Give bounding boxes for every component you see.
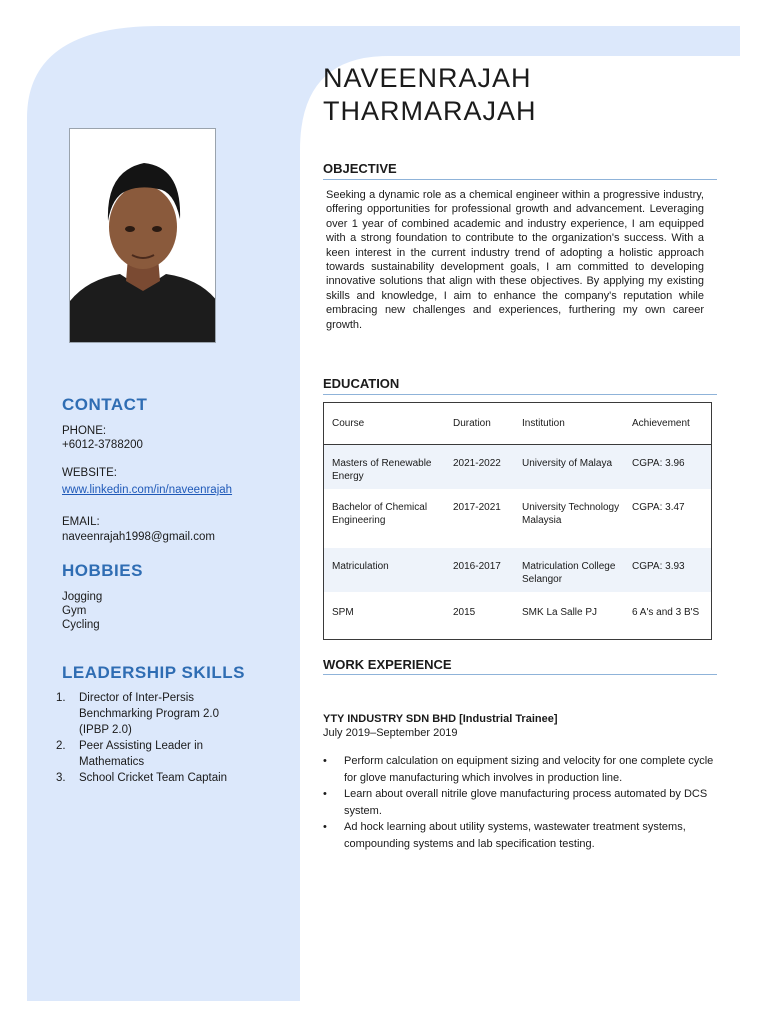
- candidate-name: [323, 62, 537, 128]
- email-label: EMAIL:: [62, 516, 100, 528]
- duties-list: [323, 753, 718, 852]
- leadership-list: [56, 690, 236, 786]
- divider: [323, 179, 717, 180]
- table-cell: 6 A's and 3 B'S: [632, 607, 700, 618]
- table-row: [324, 548, 711, 592]
- list-item: [323, 819, 718, 852]
- leadership-heading: LEADERSHIP SKILLS: [62, 663, 245, 682]
- table-cell: SPM: [332, 607, 354, 618]
- website-label: WEBSITE:: [62, 467, 117, 479]
- list-number: 2.: [56, 740, 66, 752]
- objective-text: Seeking a dynamic role as a chemical engineer within a progressive industry, offering opportunities for professional growth and advancement. Leveraging over 1 year of combined academic and industry experience, I am equipped with a strong foundation to contribute to the organization's success. With a keen interest in the current industry trend of adopting a holistic approach towards sustainability development goals, I am committed to developing innovative solutions that align with these objectives. By applying my existing skills and knowledge, I aim to enhance the company's reputation while embracing new challenges and experiences, furthering my own career growth.: [326, 189, 704, 331]
- table-cell: 2015: [453, 607, 476, 618]
- table-cell: CGPA: 3.47: [632, 502, 685, 513]
- table-row: [324, 445, 711, 489]
- table-cell: 2021-2022: [453, 458, 501, 469]
- hobby-item: Gym: [62, 605, 87, 617]
- website-link[interactable]: www.linkedin.com/in/naveenrajah: [62, 484, 233, 496]
- hobby-item: Cycling: [62, 619, 100, 631]
- list-text: Learn about overall nitrile glove manufacturing process automated by DCS system.: [344, 788, 708, 817]
- table-cell: Matriculation College Selangor: [522, 561, 616, 585]
- hobby-item: Jogging: [62, 591, 103, 603]
- job-dates: July 2019–September 2019: [323, 727, 458, 739]
- divider: [323, 394, 717, 395]
- table-cell: CGPA: 3.93: [632, 561, 685, 572]
- objective-heading: OBJECTIVE: [323, 161, 397, 176]
- phone-value: +6012-3788200: [62, 439, 143, 451]
- name-line-1: NAVEENRAJAH: [323, 63, 532, 93]
- column-header: Duration: [453, 418, 491, 429]
- email-value: naveenrajah1998@gmail.com: [62, 531, 215, 543]
- list-item: [56, 738, 236, 770]
- bullet-icon: •: [323, 755, 327, 767]
- list-item: [56, 690, 236, 738]
- column-header: Achievement: [632, 418, 690, 429]
- table-cell: 2016-2017: [453, 561, 501, 572]
- list-number: 3.: [56, 772, 66, 784]
- contact-heading: CONTACT: [62, 395, 148, 414]
- table-row: [324, 489, 711, 548]
- list-text: Perform calculation on equipment sizing and velocity for one complete cycle for glove manufacturing which involves in production line.: [344, 755, 714, 784]
- table-cell: 2017-2021: [453, 502, 501, 513]
- name-line-2: THARMARAJAH: [323, 96, 537, 126]
- column-header: Institution: [522, 418, 565, 429]
- table-cell: CGPA: 3.96: [632, 458, 685, 469]
- phone-label: PHONE:: [62, 425, 107, 437]
- profile-photo: [69, 128, 216, 343]
- work-heading: WORK EXPERIENCE: [323, 657, 452, 672]
- table-cell: University of Malaya: [522, 458, 613, 469]
- list-item: [323, 753, 718, 786]
- list-item: [323, 786, 718, 819]
- list-text: Peer Assisting Leader in Mathematics: [79, 740, 204, 768]
- bullet-icon: •: [323, 788, 327, 800]
- table-cell: Matriculation: [332, 561, 389, 572]
- list-text: Director of Inter-Persis Benchmarking Program 2.0 (IPBP 2.0): [79, 692, 219, 736]
- list-item: [56, 770, 236, 786]
- list-number: 1.: [56, 692, 66, 704]
- table-cell: Masters of Renewable Energy: [332, 458, 432, 482]
- education-table: [323, 402, 712, 640]
- list-text: Ad hock learning about utility systems, wastewater treatment systems, compounding systems and lab specification testing.: [344, 821, 686, 850]
- table-row: [324, 592, 711, 639]
- hobbies-heading: HOBBIES: [62, 561, 143, 580]
- list-text: School Cricket Team Captain: [79, 772, 228, 784]
- table-cell: University Technology Malaysia: [522, 502, 620, 526]
- table-cell: SMK La Salle PJ: [522, 607, 598, 618]
- table-cell: Bachelor of Chemical Engineering: [332, 502, 428, 526]
- divider: [323, 674, 717, 675]
- table-header-row: [324, 403, 711, 445]
- job-title: YTY INDUSTRY SDN BHD [Industrial Trainee]: [323, 713, 558, 725]
- bullet-icon: •: [323, 821, 327, 833]
- education-heading: EDUCATION: [323, 376, 400, 391]
- column-header: Course: [332, 418, 365, 429]
